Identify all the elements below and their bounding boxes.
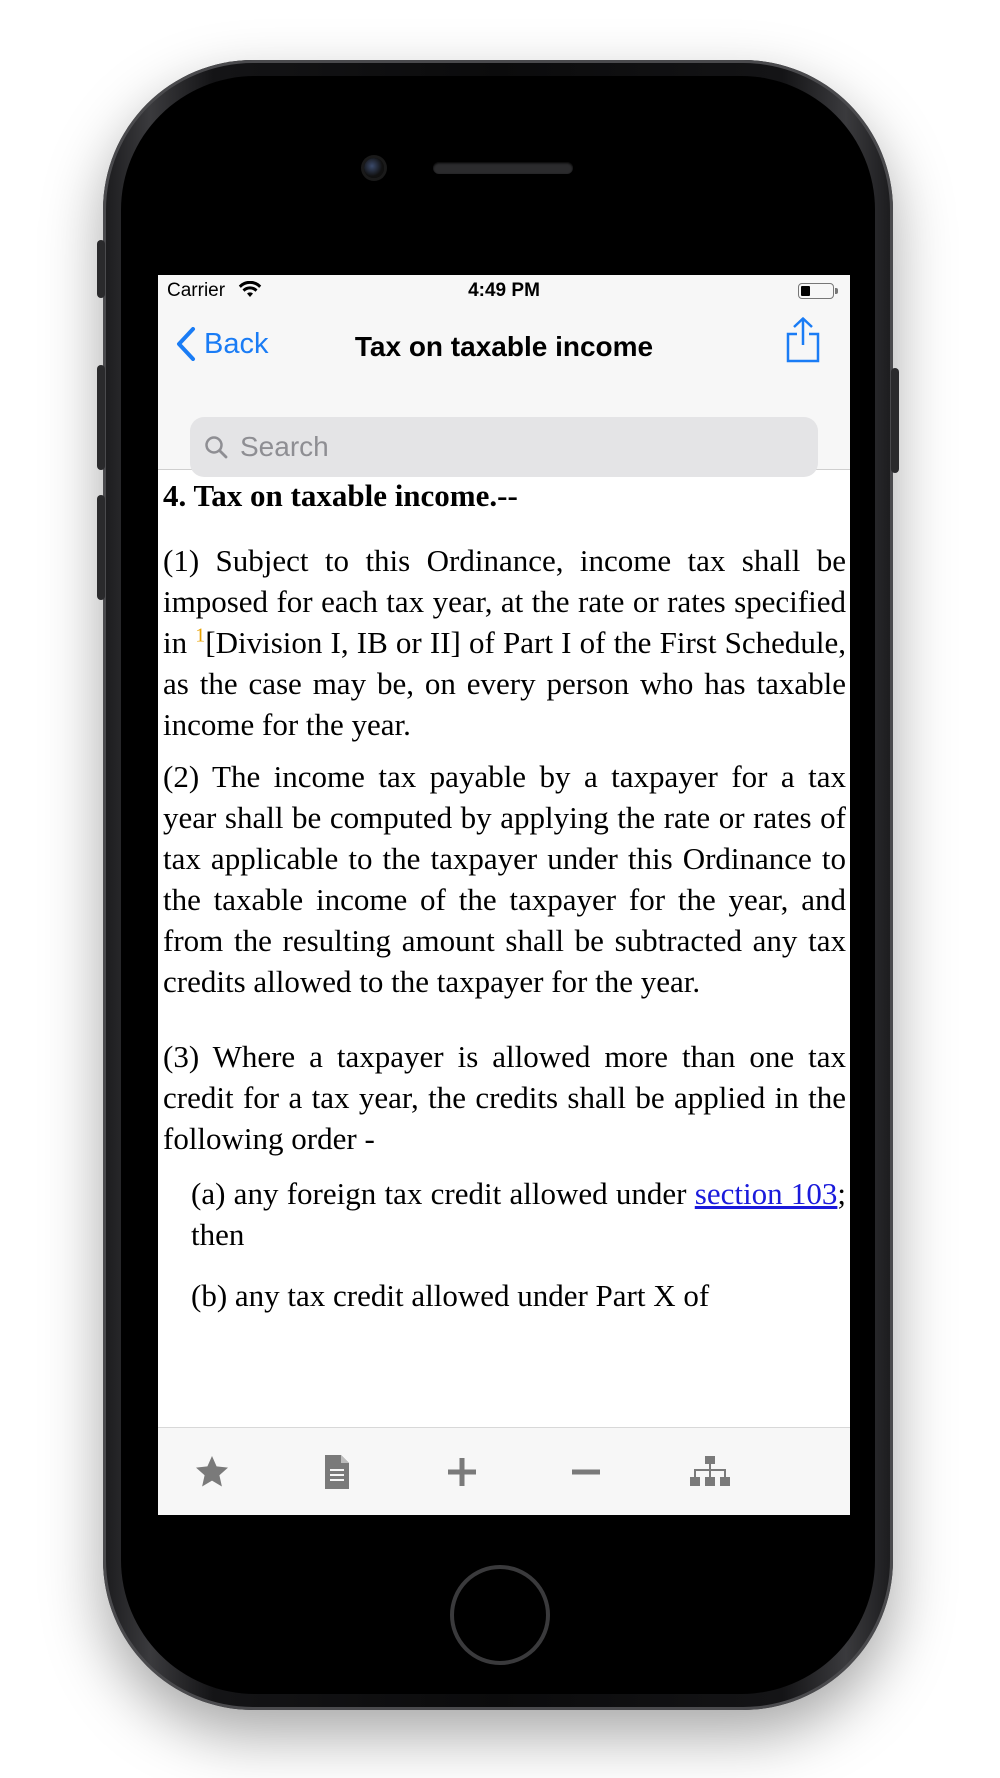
paragraph-1 (163, 540, 846, 745)
paragraph-1-text-start: (1) Subject to this Ordinance, income tax shall be imposed for each tax year, at the rate or rates specified in (163, 543, 846, 660)
zoom-in-button[interactable] (440, 1450, 484, 1494)
status-bar (158, 275, 850, 307)
clause-b: (b) any tax credit allowed under Part X of (191, 1278, 710, 1313)
share-button[interactable] (786, 317, 820, 368)
sitemap-icon (689, 1455, 731, 1489)
battery-icon (798, 283, 834, 299)
volume-down-button (97, 495, 105, 600)
document-button[interactable] (315, 1450, 359, 1494)
search-icon (204, 435, 228, 459)
minus-icon (571, 1457, 601, 1487)
back-label: Back (204, 327, 269, 360)
search-input[interactable] (238, 430, 802, 464)
mute-switch (97, 240, 105, 298)
paragraph-2: (2) The income tax payable by a taxpayer for a tax year shall be computed by applying the rate or rates of tax applicable to the taxpayer under this Ordinance to the taxable income of the taxpayer for the year, and from the resulting amount shall be subtracted any tax credits allowed to the taxpayer for the year. (163, 759, 846, 999)
home-button[interactable] (450, 1565, 550, 1665)
section-103-link[interactable]: section 103 (694, 1176, 838, 1211)
star-icon (194, 1455, 230, 1489)
power-button (891, 368, 899, 473)
chevron-left-icon (176, 327, 196, 361)
plus-icon (447, 1457, 477, 1487)
document-icon (323, 1454, 351, 1490)
earpiece-speaker (433, 162, 573, 174)
back-button[interactable] (176, 327, 268, 361)
clause-a-text-end: ; then (191, 1176, 846, 1252)
share-icon (786, 317, 820, 363)
page-title: Tax on taxable income (354, 331, 654, 362)
clause-a (191, 1173, 846, 1255)
favorite-button[interactable] (190, 1450, 234, 1494)
clause-a-text: (a) any foreign tax credit allowed under (191, 1176, 695, 1211)
zoom-out-button[interactable] (564, 1450, 608, 1494)
search-bar[interactable] (190, 417, 818, 477)
section-heading: 4. Tax on taxable income.-- (163, 478, 518, 513)
bottom-toolbar (158, 1427, 850, 1515)
volume-up-button (97, 365, 105, 470)
section-content[interactable] (158, 470, 850, 1430)
sitemap-button[interactable] (688, 1450, 732, 1494)
status-time: 4:49 PM (468, 280, 540, 301)
paragraph-1-text-end: [Division I, IB or II] of Part I of the First Schedule, as the case may be, on every person who has taxable income for the year. (163, 625, 846, 742)
paragraph-3: (3) Where a taxpayer is allowed more than one tax credit for a tax year, the credits shall be applied in the following order - (163, 1039, 846, 1156)
footnote-marker[interactable]: 1 (195, 624, 206, 647)
app-screen (158, 275, 850, 1515)
battery-level (801, 286, 810, 296)
front-camera (364, 158, 384, 178)
carrier-label: Carrier (167, 280, 226, 301)
navigation-bar (158, 307, 850, 470)
